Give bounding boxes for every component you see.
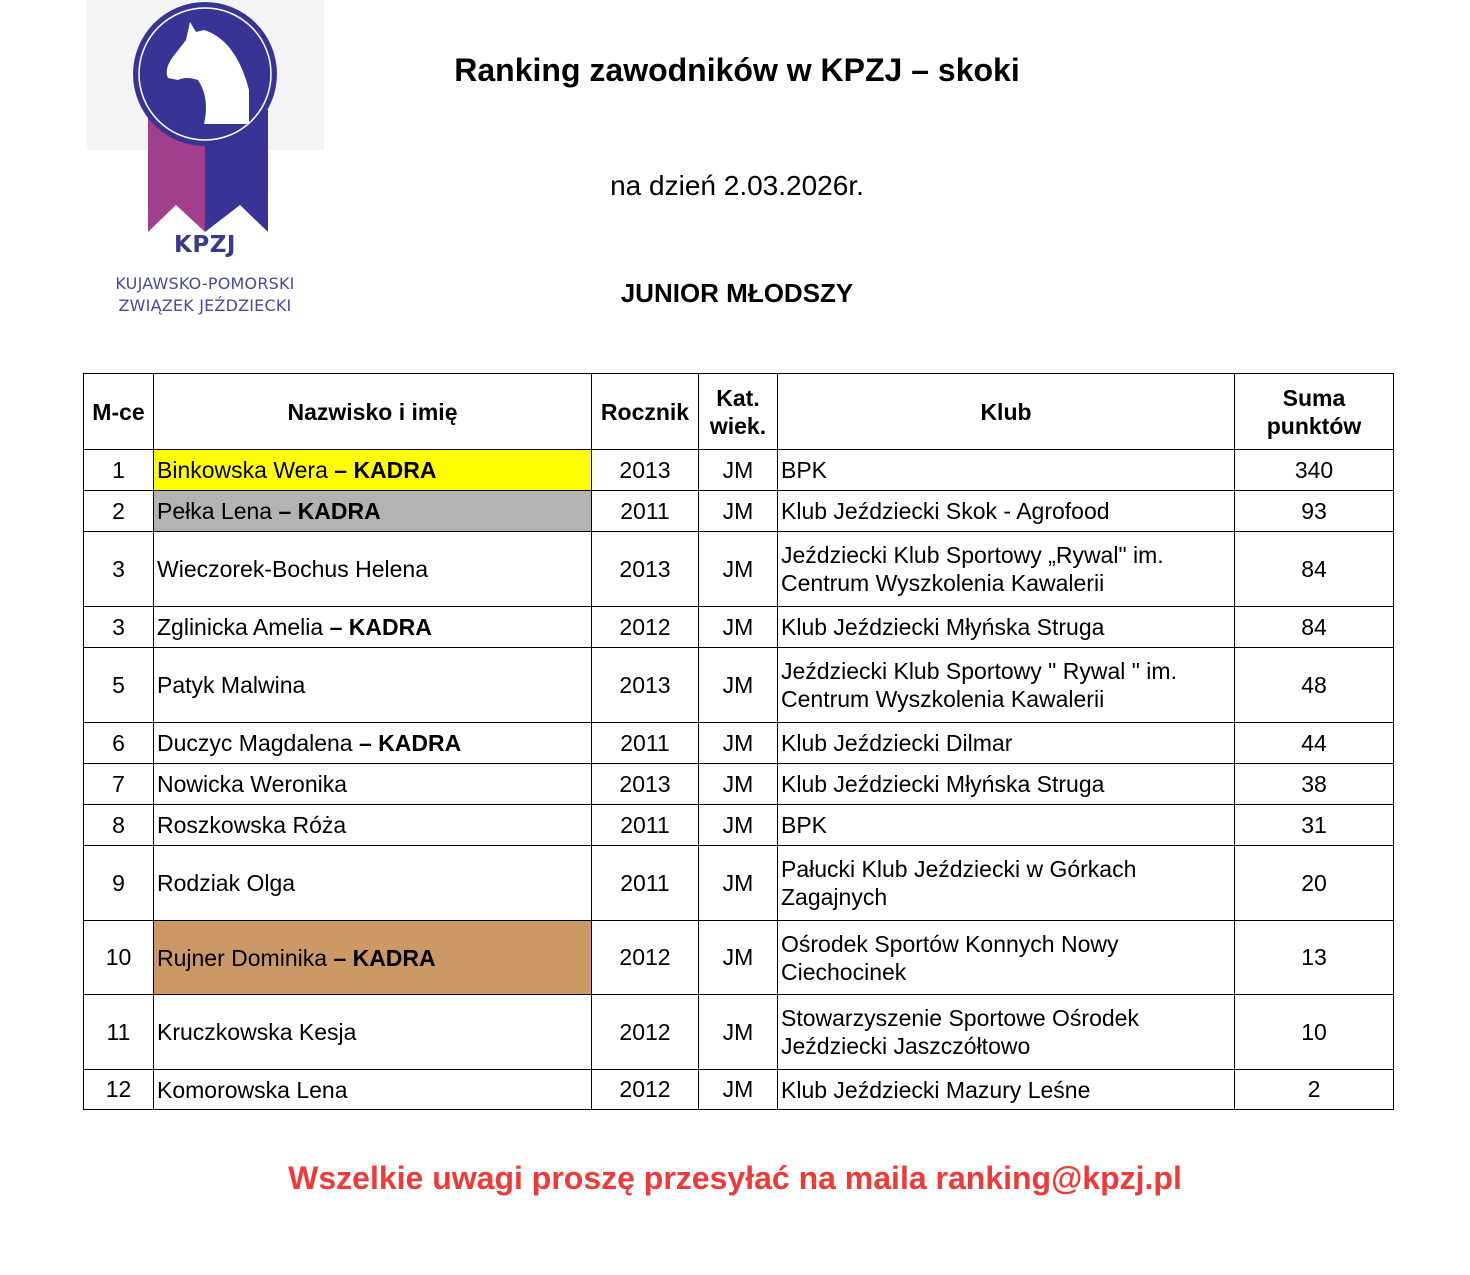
athlete-name: Rodziak Olga — [157, 870, 296, 896]
athlete-name: Pełka Lena — [157, 498, 273, 524]
points-cell: 38 — [1235, 764, 1394, 805]
points-cell: 20 — [1235, 846, 1394, 921]
name-cell — [154, 607, 592, 648]
place-cell: 8 — [84, 805, 154, 846]
points-cell: 48 — [1235, 648, 1394, 723]
table-row — [84, 921, 1394, 995]
points-cell: 10 — [1235, 995, 1394, 1070]
year-cell: 2012 — [592, 921, 699, 995]
category-cell: JM — [699, 846, 778, 921]
points-cell: 2 — [1235, 1070, 1394, 1110]
table-row — [84, 491, 1394, 532]
athlete-name: Wieczorek-Bochus Helena — [157, 556, 429, 582]
horse-medal-icon — [86, 0, 324, 240]
table-row — [84, 607, 1394, 648]
logo-name-line1: KUJAWSKO-POMORSKI — [115, 274, 295, 293]
category-cell: JM — [699, 921, 778, 995]
table-body — [84, 450, 1394, 1110]
name-cell — [154, 723, 592, 764]
club-cell: Klub Jeździecki Dilmar — [778, 723, 1235, 764]
place-cell: 1 — [84, 450, 154, 491]
kpzj-logo — [86, 0, 324, 322]
col-header-name: Nazwisko i imię — [154, 374, 592, 450]
athlete-name: Patyk Malwina — [157, 672, 306, 698]
col-header-points-label: Suma punktów — [1266, 384, 1362, 439]
table-row — [84, 805, 1394, 846]
athlete-name: Roszkowska Róża — [157, 812, 347, 838]
name-cell — [154, 921, 592, 995]
category-cell: JM — [699, 450, 778, 491]
kadra-badge: – KADRA — [278, 498, 381, 524]
place-cell: 6 — [84, 723, 154, 764]
place-cell: 3 — [84, 532, 154, 607]
club-cell: Ośrodek Sportów Konnych Nowy Ciechocinek — [778, 921, 1235, 995]
points-cell: 44 — [1235, 723, 1394, 764]
place-cell: 11 — [84, 995, 154, 1070]
name-cell — [154, 764, 592, 805]
club-cell: Stowarzyszenie Sportowe Ośrodek Jeździecki Jaszczółtowo — [778, 995, 1235, 1070]
year-cell: 2013 — [592, 648, 699, 723]
club-cell: BPK — [778, 450, 1235, 491]
club-cell: BPK — [778, 805, 1235, 846]
points-cell: 84 — [1235, 532, 1394, 607]
table-row — [84, 764, 1394, 805]
kadra-badge: – KADRA — [334, 457, 437, 483]
place-cell: 12 — [84, 1070, 154, 1110]
club-cell: Klub Jeździecki Mazury Leśne — [778, 1070, 1235, 1110]
athlete-name: Binkowska Wera — [157, 457, 328, 483]
kadra-badge: – KADRA — [333, 944, 436, 971]
place-cell: 5 — [84, 648, 154, 723]
place-cell: 10 — [84, 921, 154, 995]
category-cell: JM — [699, 1070, 778, 1110]
table-row — [84, 1070, 1394, 1110]
year-cell: 2013 — [592, 532, 699, 607]
table-row — [84, 846, 1394, 921]
col-header-place: M-ce — [84, 374, 154, 450]
category-cell: JM — [699, 995, 778, 1070]
logo-abbreviation: KPZJ — [174, 232, 236, 258]
year-cell: 2011 — [592, 723, 699, 764]
category-cell: JM — [699, 648, 778, 723]
points-cell: 340 — [1235, 450, 1394, 491]
category-cell: JM — [699, 491, 778, 532]
place-cell: 2 — [84, 491, 154, 532]
athlete-name: Rujner Dominika — [157, 944, 328, 971]
points-cell: 31 — [1235, 805, 1394, 846]
year-cell: 2011 — [592, 805, 699, 846]
year-cell: 2012 — [592, 607, 699, 648]
club-cell: Klub Jeździecki Młyńska Struga — [778, 607, 1235, 648]
category-cell: JM — [699, 805, 778, 846]
col-header-category — [699, 374, 778, 450]
year-cell: 2012 — [592, 995, 699, 1070]
table-row — [84, 995, 1394, 1070]
athlete-name: Kruczkowska Kesja — [157, 1019, 357, 1045]
athlete-name: Nowicka Weronika — [157, 771, 348, 797]
col-header-category-label: Kat. wiek. — [709, 384, 767, 439]
col-header-year: Rocznik — [592, 374, 699, 450]
name-cell — [154, 532, 592, 607]
club-cell: Klub Jeździecki Skok - Agrofood — [778, 491, 1235, 532]
page-title: Ranking zawodników w KPZJ – skoki — [454, 52, 1020, 88]
category-cell: JM — [699, 607, 778, 648]
year-cell: 2012 — [592, 1070, 699, 1110]
category-heading: JUNIOR MŁODSZY — [620, 278, 854, 308]
category-cell: JM — [699, 764, 778, 805]
year-cell: 2011 — [592, 491, 699, 532]
category-cell: JM — [699, 723, 778, 764]
name-cell — [154, 995, 592, 1070]
table-row — [84, 450, 1394, 491]
table-row — [84, 648, 1394, 723]
table-row — [84, 723, 1394, 764]
club-cell: Pałucki Klub Jeździecki w Górkach Zagajnych — [778, 846, 1235, 921]
ranking-table — [83, 373, 1394, 1110]
name-cell — [154, 805, 592, 846]
name-cell — [154, 1070, 592, 1110]
table-header-row — [84, 374, 1394, 450]
year-cell: 2011 — [592, 846, 699, 921]
place-cell: 3 — [84, 607, 154, 648]
table-row — [84, 532, 1394, 607]
points-cell: 13 — [1235, 921, 1394, 995]
points-cell: 93 — [1235, 491, 1394, 532]
year-cell: 2013 — [592, 764, 699, 805]
place-cell: 9 — [84, 846, 154, 921]
place-cell: 7 — [84, 764, 154, 805]
athlete-name: Zglinicka Amelia — [157, 614, 324, 640]
club-cell: Jeździecki Klub Sportowy „Rywal" im. Centrum Wyszkolenia Kawalerii — [778, 532, 1235, 607]
name-cell — [154, 491, 592, 532]
year-cell: 2013 — [592, 450, 699, 491]
kadra-badge: – KADRA — [329, 614, 432, 640]
name-cell — [154, 648, 592, 723]
col-header-points — [1235, 374, 1394, 450]
category-cell: JM — [699, 532, 778, 607]
kadra-badge: – KADRA — [359, 730, 462, 756]
club-cell: Jeździecki Klub Sportowy " Rywal " im. Centrum Wyszkolenia Kawalerii — [778, 648, 1235, 723]
ranking-date: na dzień 2.03.2026r. — [610, 170, 864, 201]
name-cell — [154, 450, 592, 491]
name-cell — [154, 846, 592, 921]
col-header-club: Klub — [778, 374, 1235, 450]
contact-notice: Wszelkie uwagi proszę przesyłać na maila ranking@kpzj.pl — [288, 1160, 1182, 1196]
logo-name-line2: ZWIĄZEK JEŹDZIECKI — [118, 296, 292, 315]
points-cell: 84 — [1235, 607, 1394, 648]
club-cell: Klub Jeździecki Młyńska Struga — [778, 764, 1235, 805]
athlete-name: Duczyc Magdalena — [157, 730, 353, 756]
athlete-name: Komorowska Lena — [157, 1076, 348, 1103]
